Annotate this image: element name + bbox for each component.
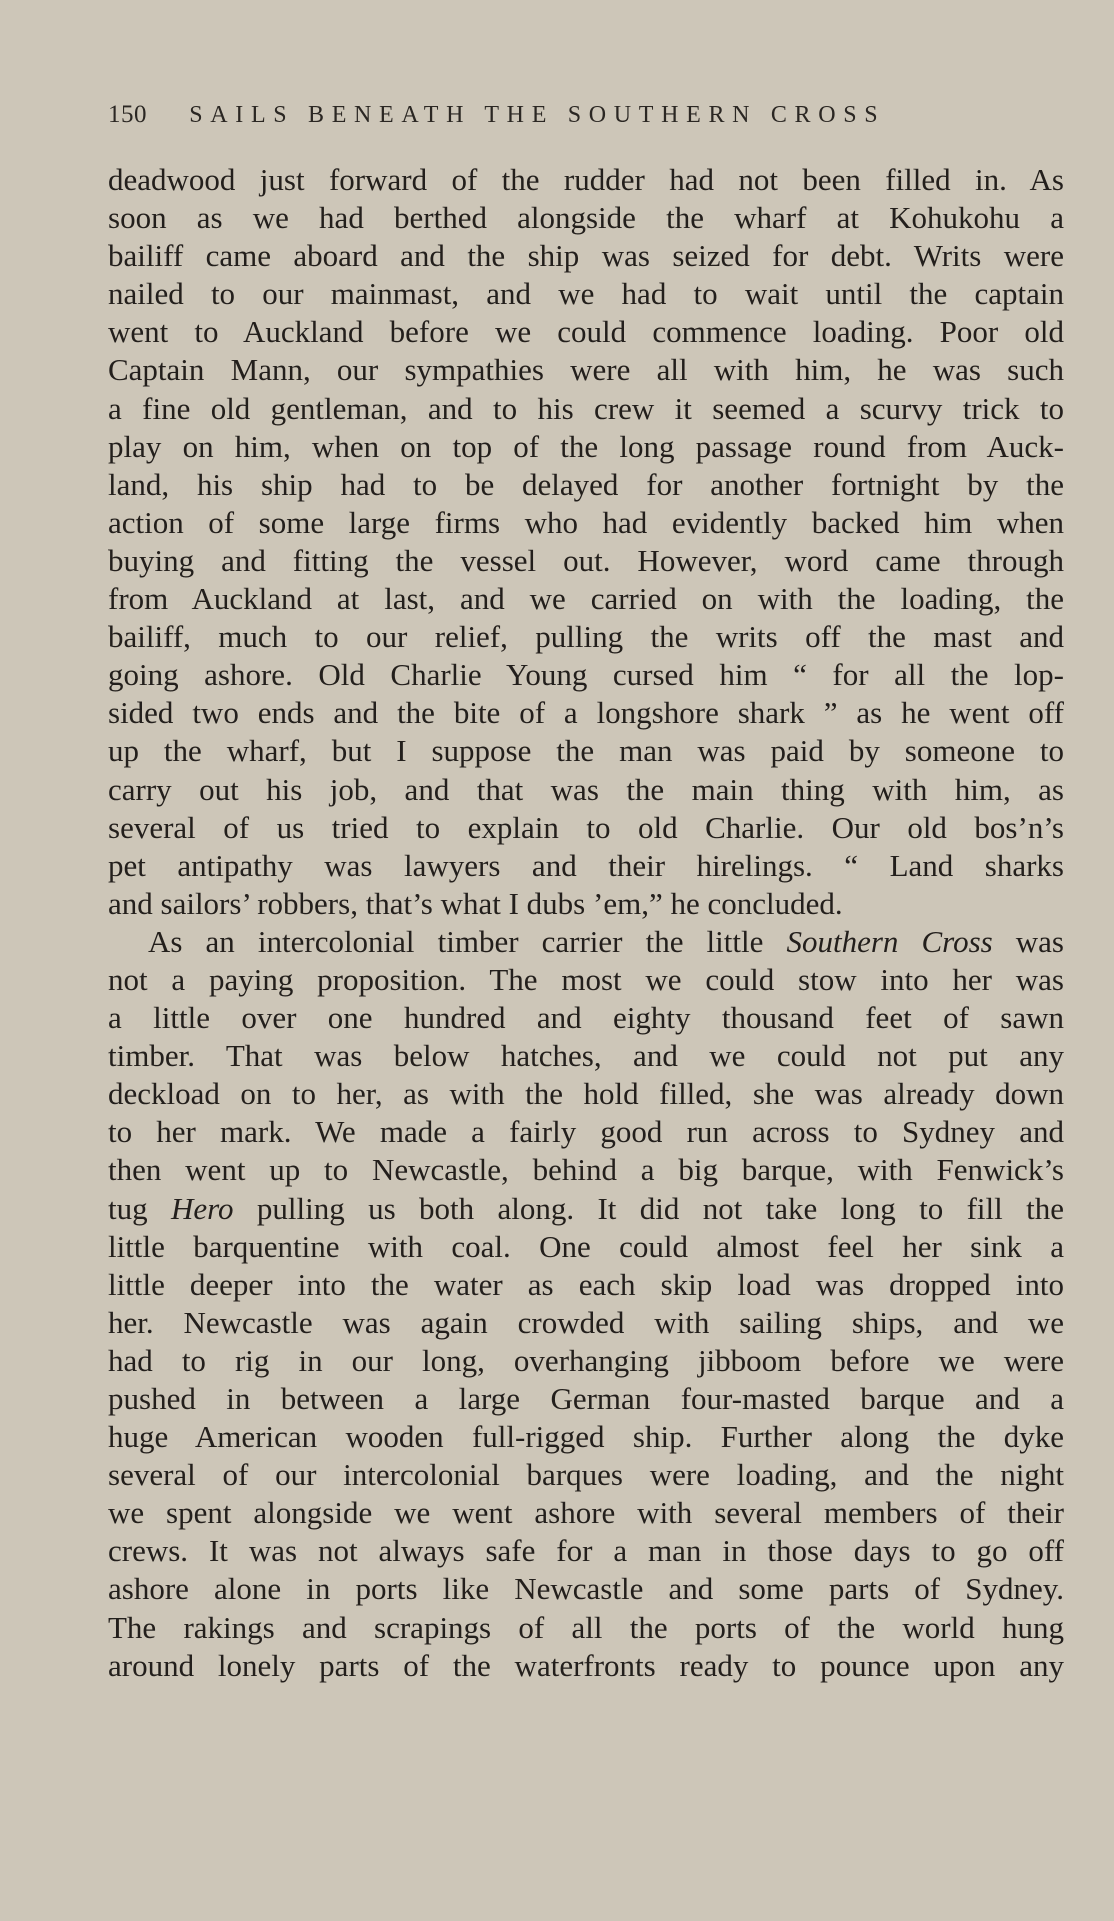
text-line: several of our intercolonial barques were loading, and the night	[108, 1457, 1064, 1493]
text-line: went to Auckland before we could commence loading. Poor old	[108, 314, 1064, 350]
text-line: land, his ship had to be delayed for another fortnight by the	[108, 466, 1064, 502]
text-line: from Auckland at last, and we carried on with the loading, the	[108, 581, 1064, 617]
text-line: deadwood just forward of the rudder had not been filled in. As	[108, 162, 1064, 197]
text-run: As an intercolonial timber carrier the little	[148, 923, 787, 959]
text-line: The rakings and scrapings of all the ports of the world hung	[108, 1609, 1064, 1645]
text-line: nailed to our mainmast, and we had to wait until the captain	[108, 276, 1064, 312]
text-line: Captain Mann, our sympathies were all with him, he was such	[108, 352, 1064, 388]
text-line: up the wharf, but I suppose the man was paid by someone to	[108, 733, 1064, 769]
text-line: going ashore. Old Charlie Young cursed him “ for all the lop-	[108, 657, 1064, 693]
tug-name-italic: Hero	[170, 1190, 234, 1226]
text-line: not a paying proposition. The most we could stow into her was	[108, 961, 1064, 997]
text-line: crews. It was not always safe for a man in those days to go off	[108, 1533, 1064, 1569]
text-line: soon as we had berthed alongside the wharf at Kohukohu a	[108, 200, 1064, 236]
text-line: little deeper into the water as each skip load was dropped into	[108, 1266, 1064, 1302]
text-line: action of some large firms who had evidently backed him when	[108, 504, 1064, 540]
text-line: several of us tried to explain to old Charlie. Our old bos’n’s	[108, 809, 1064, 845]
text-line: timber. That was below hatches, and we could not put any	[108, 1038, 1064, 1074]
text-run: pulling us both along. It did not take long to fill the	[233, 1190, 1064, 1226]
text-line: sided two ends and the bite of a longshore shark ” as he went off	[108, 695, 1064, 731]
text-line: pet antipathy was lawyers and their hirelings. “ Land sharks	[108, 847, 1064, 883]
text-line-first	[108, 923, 1064, 961]
text-line: and sailors’ robbers, that’s what I dubs ’em,” he concluded.	[108, 885, 843, 921]
text-line: we spent alongside we went ashore with several members of their	[108, 1495, 1064, 1531]
text-line: carry out his job, and that was the main thing with him, as	[108, 771, 1064, 807]
page-number: 150	[108, 101, 147, 128]
text-line: play on him, when on top of the long passage round from Auck-	[108, 428, 1064, 464]
text-line: then went up to Newcastle, behind a big barque, with Fenwick’s	[108, 1152, 1064, 1188]
text-line: a fine old gentleman, and to his crew it seemed a scurvy trick to	[108, 390, 1064, 426]
paragraph-1	[108, 161, 1064, 923]
text-run: tug	[108, 1190, 171, 1226]
text-line: had to rig in our long, overhanging jibboom before we were	[108, 1342, 1064, 1378]
text-line-hero	[108, 1190, 1064, 1228]
text-line: around lonely parts of the waterfronts ready to pounce upon any	[108, 1647, 1064, 1683]
text-line: bailiff came aboard and the ship was seized for debt. Writs were	[108, 238, 1064, 274]
text-line: ashore alone in ports like Newcastle and some parts of Sydney.	[108, 1571, 1064, 1607]
text-line: to her mark. We made a fairly good run across to Sydney and	[108, 1114, 1064, 1150]
text-line: huge American wooden full-rigged ship. Further along the dyke	[108, 1419, 1064, 1455]
text-line: bailiff, much to our relief, pulling the writs off the mast and	[108, 619, 1064, 655]
text-run: was	[992, 923, 1064, 959]
text-line: deckload on to her, as with the hold filled, she was already down	[108, 1076, 1064, 1112]
text-line: buying and fitting the vessel out. However, word came through	[108, 542, 1064, 578]
ship-name-italic: Southern Cross	[786, 923, 993, 959]
text-line: pushed in between a large German four-masted barque and a	[108, 1381, 1064, 1416]
running-title: SAILS BENEATH THE SOUTHERN CROSS	[189, 102, 886, 128]
text-line: little barquentine with coal. One could almost feel her sink a	[108, 1228, 1064, 1264]
running-header	[108, 101, 1014, 141]
text-line: a little over one hundred and eighty thousand feet of sawn	[108, 1000, 1064, 1036]
paragraph-2	[108, 923, 1064, 1685]
body-text	[108, 161, 1064, 1685]
text-line: her. Newcastle was again crowded with sailing ships, and we	[108, 1304, 1064, 1340]
